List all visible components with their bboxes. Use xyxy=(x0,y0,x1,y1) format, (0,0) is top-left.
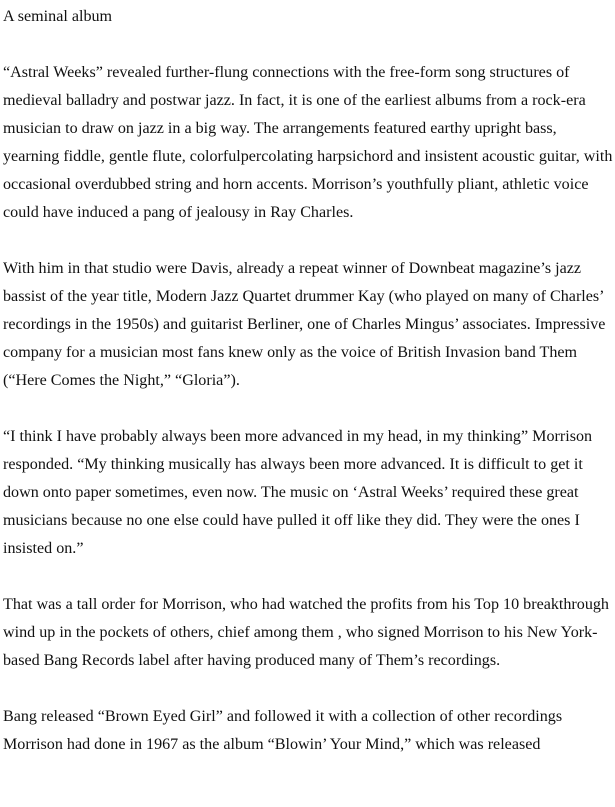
paragraph-bang-released: Bang released “Brown Eyed Girl” and followed it with a collection of other recordings Morrison had done in 1967 as the album “Blowin’ Your Mind,” which was released xyxy=(3,708,563,753)
paragraph-tall-order: That was a tall order for Morrison, who had watched the profits from his Top 10 breakthrough wind up in the pockets of others, chief among them , who signed Morrison to his New York-based Bang Records label after having produced many of Them’s recordings. xyxy=(3,596,609,669)
section-heading: A seminal album xyxy=(3,8,113,25)
paragraph-studio-musicians: With him in that studio were Davis, already a repeat winner of Downbeat magazine’s jazz bassist of the year title, Modern Jazz Quartet drummer Kay (who played on many of Charles’ recordings in the 1950s) and guitarist Berliner, one of Charles Mingus’ associates. Impressive company for a musician most fans knew only as the voice of British Invasion band Them (“Here Comes the Night,” “Gloria”). xyxy=(3,260,606,389)
paragraph-astral-weeks: “Astral Weeks” revealed further-flung connections with the free-form song structures of medieval balladry and postwar jazz. In fact, it is one of the earliest albums from a rock-era musician to draw on jazz in a big way. The arrangements featured earthy upright bass, yearning fiddle, gentle flute, colorfulpercolating harpsichord and insistent acoustic guitar, with occasional overdubbed string and horn accents. Morrison’s youthfully pliant, athletic voice could have induced a pang of jealousy in Ray Charles. xyxy=(3,64,613,221)
paragraph-morrison-quote: “I think I have probably always been more advanced in my head, in my thinking” Morrison responded. “My thinking musically has always been more advanced. It is difficult to get it down onto paper sometimes, even now. The music on ‘Astral Weeks’ required these great musicians because no one else could have pulled it off like they did. They were the ones I insisted on.” xyxy=(3,428,593,557)
article xyxy=(3,3,613,759)
